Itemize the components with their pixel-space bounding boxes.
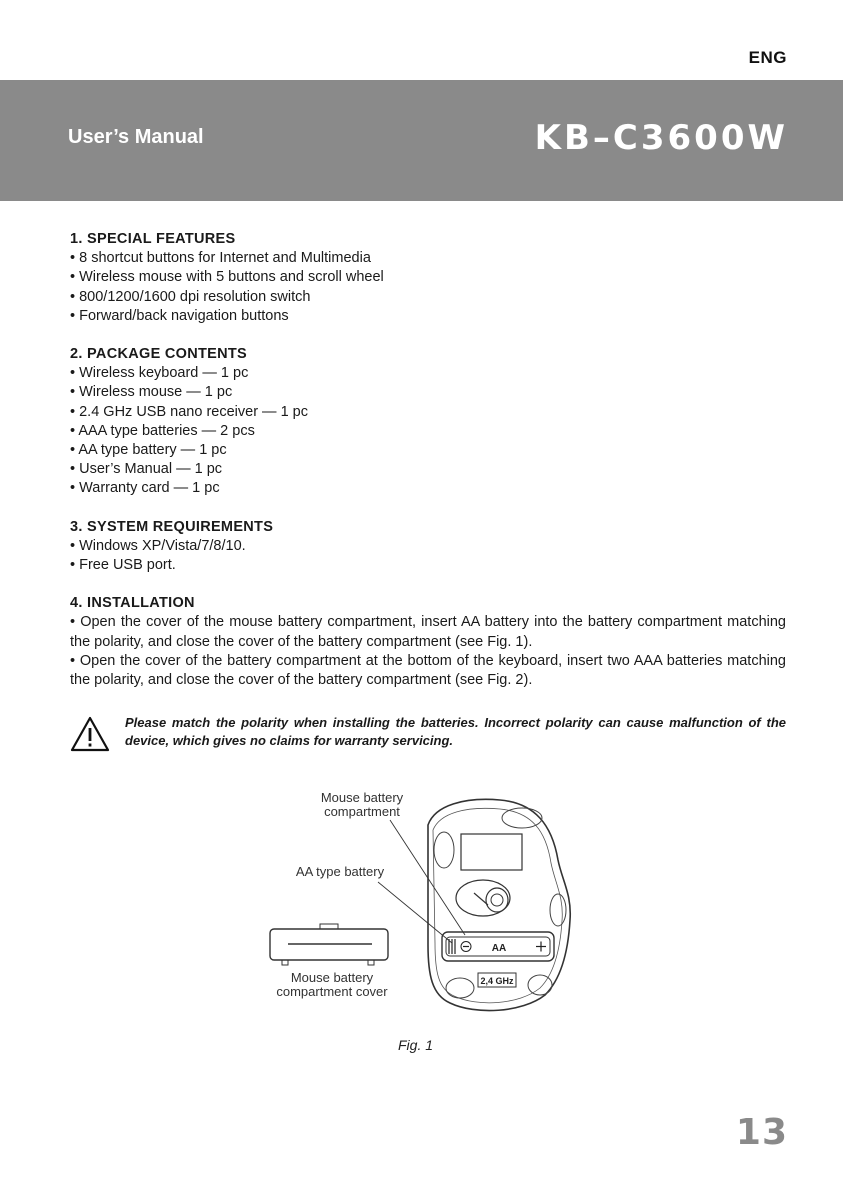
label-battery-compartment: Mouse battery compartment <box>320 790 404 819</box>
section-heading: 2. PACKAGE CONTENTS <box>70 346 248 363</box>
section-system-requirements <box>70 518 786 576</box>
manual-content <box>70 230 786 709</box>
list-item: • Warranty card — 1 pc <box>70 479 786 498</box>
list-item: • Wireless mouse with 5 buttons and scroll wheel <box>70 268 786 287</box>
list-item: • Forward/back navigation buttons <box>70 307 786 326</box>
list-item: • Wireless keyboard — 1 pc <box>70 364 786 383</box>
list-item: • Wireless mouse — 1 pc <box>70 383 786 402</box>
installation-paragraph: • Open the cover of the battery compartment at the bottom of the keyboard, insert two AAA batteries matching the polarity, and close the cover of the battery compartment (see Fig. 2). <box>70 652 786 690</box>
list-item: • AA type battery — 1 pc <box>70 441 786 460</box>
section-heading: 3. SYSTEM REQUIREMENTS <box>70 518 274 535</box>
model-name: KB–C3600W <box>534 118 788 158</box>
warning-triangle-icon <box>70 716 110 752</box>
figure-mouse-battery <box>260 785 590 1025</box>
list-item: • User’s Manual — 1 pc <box>70 460 786 479</box>
language-label: ENG <box>748 48 787 67</box>
list-item: • Free USB port. <box>70 556 786 575</box>
section-heading: 4. INSTALLATION <box>70 595 195 612</box>
warning-text: Please match the polarity when installing the batteries. Incorrect polarity can cause malfunction of the device, which gives no claims for warranty servicing. <box>125 715 786 748</box>
frequency-badge: 2,4 GHz <box>480 976 514 986</box>
list-item: • 800/1200/1600 dpi resolution switch <box>70 288 786 307</box>
list-item: • 2.4 GHz USB nano receiver — 1 pc <box>70 403 786 422</box>
label-compartment-cover: Mouse battery compartment cover <box>276 970 388 999</box>
installation-paragraph: • Open the cover of the mouse battery compartment, insert AA battery into the battery compartment matching the polarity, and close the cover of the battery compartment (see Fig. 1). <box>70 613 786 651</box>
list-item: • 8 shortcut buttons for Internet and Multimedia <box>70 249 786 268</box>
label-aa-battery: AA type battery <box>295 864 385 879</box>
manual-title: User’s Manual <box>68 126 204 148</box>
section-heading: 1. SPECIAL FEATURES <box>70 231 236 247</box>
figure-caption: Fig. 1 <box>398 1037 434 1053</box>
list-item: • AAA type batteries — 2 pcs <box>70 422 786 441</box>
section-package-contents <box>70 345 786 499</box>
header-banner <box>0 80 843 201</box>
battery-marking: AA <box>491 943 507 954</box>
list-item: • Windows XP/Vista/7/8/10. <box>70 537 786 556</box>
page-number: 13 <box>735 1112 788 1153</box>
section-special-features <box>70 230 786 326</box>
section-installation <box>70 594 786 690</box>
